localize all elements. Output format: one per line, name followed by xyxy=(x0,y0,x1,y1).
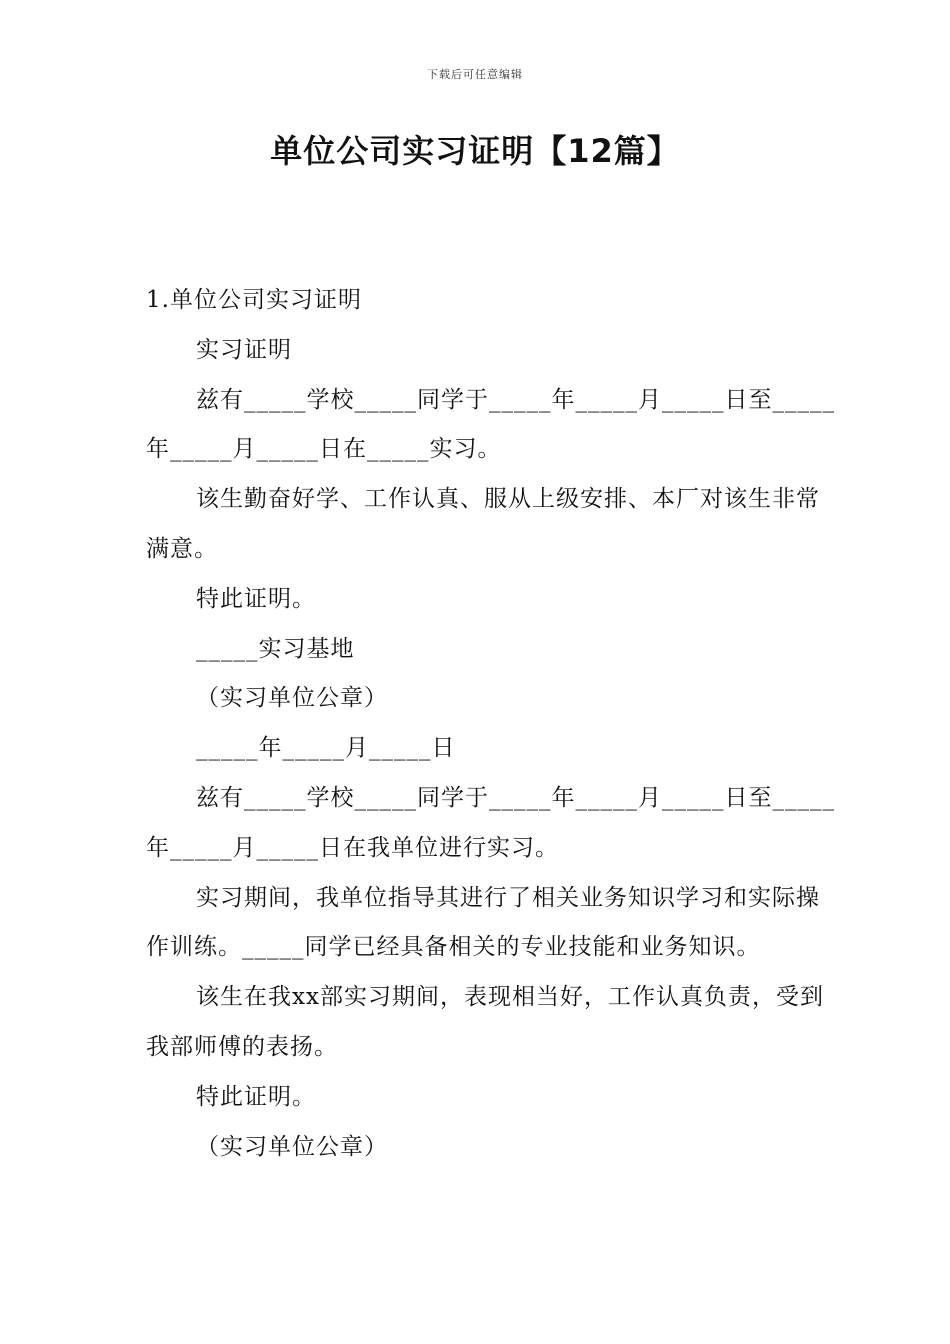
section-heading: 1.单位公司实习证明 xyxy=(146,287,362,313)
paragraph-hereby-certify-2: 特此证明。 xyxy=(196,1083,316,1110)
paragraph-internship-base: _____实习基地 xyxy=(196,635,355,662)
paragraph-official-seal-2: （实习单位公章） xyxy=(196,1133,388,1160)
paragraph-official-seal: （实习单位公章） xyxy=(196,685,388,712)
paragraph-training: 实习期间，我单位指导其进行了相关业务知识学习和实际操作训练。_____同学已经具备相关的专业技能和业务知识。 xyxy=(146,884,820,961)
paragraph-evaluation: 该生勤奋好学、工作认真、服从上级安排、本厂对该生非常满意。 xyxy=(146,486,820,562)
document-body xyxy=(146,276,836,1172)
paragraph-certificate-title: 实习证明 xyxy=(196,336,292,363)
paragraph-internship-period: 兹有_____学校_____同学于_____年_____月_____日至_____年_____月_____日在_____实习。 xyxy=(146,386,835,463)
paragraph-internship-period-2: 兹有_____学校_____同学于_____年_____月_____日至_____年_____月_____日在我单位进行实习。 xyxy=(146,784,835,861)
paragraph-hereby-certify: 特此证明。 xyxy=(196,585,316,612)
document-title: 单位公司实习证明【12篇】 xyxy=(270,132,680,170)
paragraph-performance: 该生在我xx部实习期间，表现相当好，工作认真负责，受到我部师傅的表扬。 xyxy=(146,984,824,1060)
paragraph-date-line: _____年_____月_____日 xyxy=(196,735,456,762)
header-note: 下载后可任意编辑 xyxy=(427,68,523,81)
